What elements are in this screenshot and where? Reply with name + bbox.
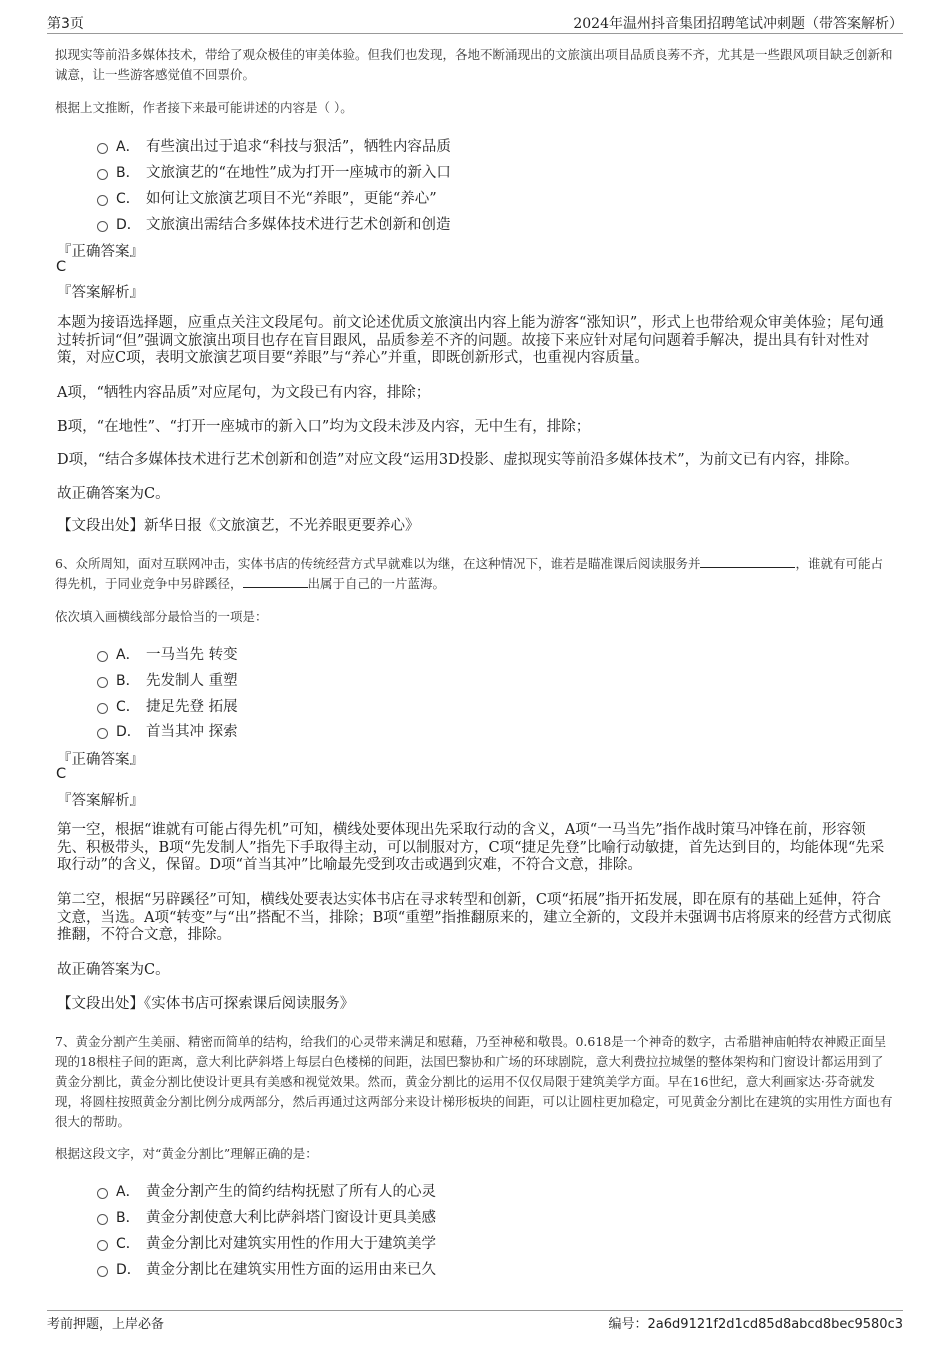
q7-prompt: 根据这段文字，对“黄金分割比”理解正确的是： <box>55 1146 318 1161</box>
q5-prompt: 根据上文推断，作者接下来最可能讲述的内容是（ ）。 <box>55 100 353 115</box>
q5-analysis-a: A项，“牺牲内容品质”对应尾句，为文段已有内容，排除； <box>57 385 431 401</box>
q5-analysis-d: D项，“结合多媒体技术进行艺术创新和创造”对应文段“运用3D投影、虚拟现实等前沿多媒体技术”，为前文已有内容，排除。 <box>57 452 859 468</box>
q7-option-a[interactable]: A． 黄金分割产生的简约结构抚慰了所有人的心灵 <box>97 1180 436 1201</box>
q6-blank-1[interactable] <box>700 555 795 568</box>
q6-analysis-first: 第一空，根据“谁就有可能占得先机”可知，横线处要体现出先采取行动的含义，A项“一马当先”指作战时策马冲锋在前，形容领先、积极带头，B项“先发制人”指先下手取得主动，可以制服对方，C项“捷足先登”比喻行动敏捷，首先达到目的，均能体现“先采取行动”的含义，保留。D项“首当其冲”比喻最先受到攻击或遇到灾难，不符合文意，排除。 <box>57 822 885 873</box>
q6-conclusion: 故正确答案为C。 <box>57 962 170 978</box>
footer-slogan: 考前押题，上岸必备 <box>47 1317 165 1332</box>
q5-source: 【文段出处】新华日报《文旅演艺，不光养眼更要养心》 <box>57 518 420 534</box>
q6-blank-2[interactable] <box>243 575 308 588</box>
q6-analysis-second: 第二空，根据“另辟蹊径”可知，横线处要表达实体书店在寻求转型和创新，C项“拓展”指开拓发展，即在原有的基础上延伸，符合文意，当选。A项“转变”与“出”搭配不当，排除；B项“重塑”指推翻原来的，建立全新的，文段并未强调书店将原来的经营方式彻底推翻，不符合文意，排除。 <box>57 892 892 943</box>
q7-passage: 7、黄金分割产生美丽、精密而简单的结构，给我们的心灵带来满足和慰藉，乃至神秘和敬畏。0.618是一个神奇的数字，古希腊神庙帕特农神殿正面呈现的18根柱子间的距离，意大利比萨斜塔上每层白色楼梯的间距，法国巴黎协和广场的环球剧院，意大利费拉拉城堡的整体架构和门窗设计都运用到了黄金分割比，黄金分割比使设计更具有美感和视觉效果。然而，黄金分割比的运用不仅仅局限于建筑美学方面。早在16世纪，意大利画家达·芬奇就发现，将圆柱按照黄金分割比例分成两部分，然后再通过这两部分来设计梯形板块的间距，可以让圆柱更加稳定，可见黄金分割比在建筑的实用性方面也有很大的帮助。 <box>55 1034 893 1129</box>
q7-option-c[interactable]: C． 黄金分割比对建筑实用性的作用大于建筑美学 <box>97 1232 436 1253</box>
radio-icon[interactable] <box>97 169 108 180</box>
radio-icon[interactable] <box>97 703 108 714</box>
q5-conclusion: 故正确答案为C。 <box>57 486 170 502</box>
radio-icon[interactable] <box>97 651 108 662</box>
q6-option-a[interactable]: A． 一马当先 转变 <box>97 643 238 664</box>
q6-option-c[interactable]: C． 捷足先登 拓展 <box>97 695 238 716</box>
q5-analysis-main: 本题为接语选择题，应重点关注文段尾句。前文论述优质文旅演出内容上能为游客“涨知识”，形式上也带给观众审美体验；尾句通过转折词“但”强调文旅演出项目也存在盲目跟风，品质参差不齐的问题。故接下来应针对尾句问题着手解决，提出具有针对性对策，对应C项，表明文旅演艺项目要“养眼”与“养心”并重，即既创新形式，也重视内容质量。 <box>57 315 884 366</box>
radio-icon[interactable] <box>97 677 108 688</box>
q5-option-c[interactable]: C． 如何让文旅演艺项目不光“养眼”，更能“养心” <box>97 187 437 208</box>
header-divider <box>47 33 903 34</box>
radio-icon[interactable] <box>97 143 108 154</box>
radio-icon[interactable] <box>97 195 108 206</box>
q6-answer-label: 『正确答案』 <box>57 752 144 768</box>
q6-source: 【文段出处】《实体书店可探索课后阅读服务》 <box>57 996 355 1012</box>
page-number: 第3页 <box>47 16 84 32</box>
q6-prompt: 依次填入画横线部分最恰当的一项是： <box>55 609 268 624</box>
radio-icon[interactable] <box>97 1188 108 1199</box>
q5-analysis-label: 『答案解析』 <box>57 285 144 301</box>
footer-divider <box>47 1310 903 1311</box>
q5-option-d[interactable]: D． 文旅演出需结合多媒体技术进行艺术创新和创造 <box>97 213 451 234</box>
document-title: 2024年温州抖音集团招聘笔试冲刺题（带答案解析） <box>573 16 903 32</box>
q5-analysis-b: B项，“在地性”、“打开一座城市的新入口”均为文段未涉及内容，无中生有，排除； <box>57 419 591 435</box>
footer-code: 编号：2a6d9121f2d1cd85d8abcd8bec9580c3 <box>608 1317 903 1332</box>
q5-option-b[interactable]: B． 文旅演艺的“在地性”成为打开一座城市的新入口 <box>97 161 451 182</box>
radio-icon[interactable] <box>97 1214 108 1225</box>
q6-option-d[interactable]: D． 首当其冲 探索 <box>97 720 238 741</box>
radio-icon[interactable] <box>97 1266 108 1277</box>
q5-passage: 拟现实等前沿多媒体技术，带给了观众极佳的审美体验。但我们也发现，各地不断涌现出的文旅演出项目品质良莠不齐，尤其是一些跟风项目缺乏创新和诚意，让一些游客感觉值不回票价。 <box>55 47 893 82</box>
radio-icon[interactable] <box>97 728 108 739</box>
q6-analysis-label: 『答案解析』 <box>57 793 144 809</box>
q5-option-a[interactable]: A． 有些演出过于追求“科技与狠活”，牺牲内容品质 <box>97 135 451 156</box>
q6-answer: C <box>56 766 67 782</box>
q6-passage: 6、众所周知，面对互联网冲击，实体书店的传统经营方式早就难以为继，在这种情况下，谁若是瞄准课后阅读服务并 ，谁就有可能占得先机，于同业竞争中另辟蹊径， 出属于自己的一片蓝海。 <box>55 556 883 591</box>
radio-icon[interactable] <box>97 221 108 232</box>
q6-option-b[interactable]: B． 先发制人 重塑 <box>97 669 238 690</box>
q5-answer-label: 『正确答案』 <box>57 244 144 260</box>
radio-icon[interactable] <box>97 1240 108 1251</box>
q5-answer: C <box>56 259 67 275</box>
q7-option-b[interactable]: B． 黄金分割使意大利比萨斜塔门窗设计更具美感 <box>97 1206 436 1227</box>
q7-option-d[interactable]: D． 黄金分割比在建筑实用性方面的运用由来已久 <box>97 1258 436 1279</box>
